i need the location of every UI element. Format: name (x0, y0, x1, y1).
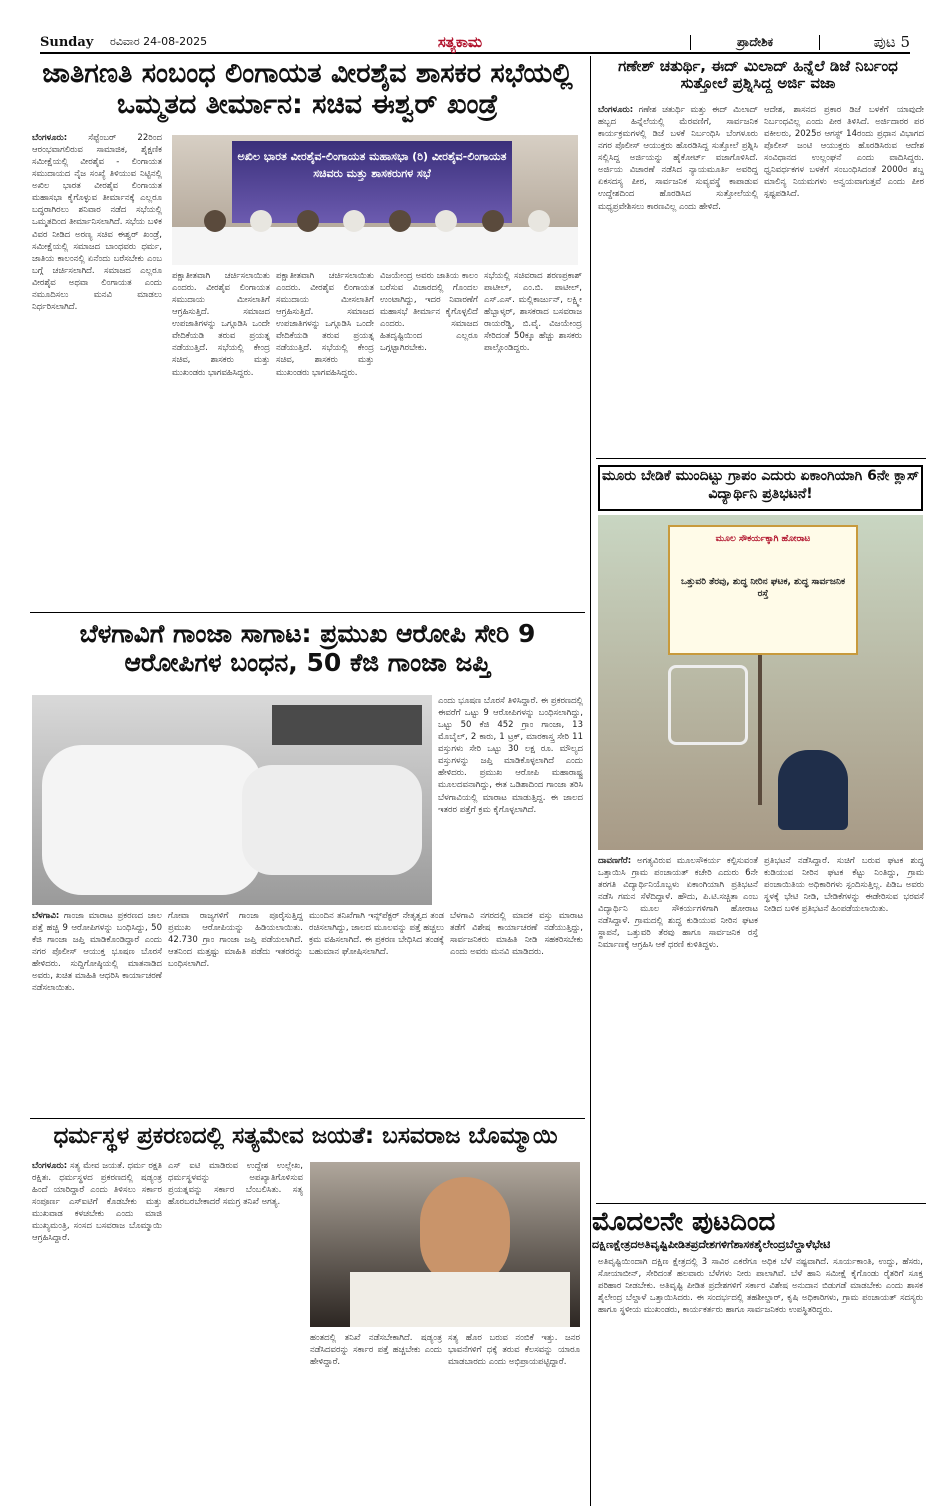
story5-col4: ಸತ್ಯ ಹೊರ ಬರುವ ನಂಬಿಕೆ ಇತ್ತು. ಜನರ ಭಾವನೆಗಳಿಗೆ ಧಕ್ಕೆ ತರುವ ಕೆಲಸವನ್ನು ಯಾರೂ ಮಾಡಬಾರದು ಎಂದು ಅಭಿಪ್ರಾಯಪಟ್ಟಿದ್ದಾರೆ. (448, 1333, 580, 1368)
story4-col1-text: ಗಾಂಜಾ ಮಾರಾಟ ಪ್ರಕರಣದ ಜಾಲ ಪತ್ತೆ ಹಚ್ಚಿ 9 ಆರೋಪಿಗಳನ್ನು ಬಂಧಿಸಿದ್ದು, 50 ಕೆಜಿ ಗಾಂಜಾ ಜಪ್ತಿ ಮಾಡಿಕೊಂಡಿದ್ದಾರೆ ಎಂದು ನಗರ ಪೊಲೀಸ್ ಆಯುಕ್ತ ಭೂಷಣ ಬೊರಸೆ ಹೇಳಿದರು. ಸುದ್ದಿಗೋಷ್ಠಿಯಲ್ಲಿ ಮಾತನಾಡಿದ ಅವರು, ಖಚಿತ ಮಾಹಿತಿ ಆಧರಿಸಿ ಕಾರ್ಯಾಚರಣೆ ನಡೆಸಲಾಯಿತು. (32, 911, 162, 994)
brand-logo: ಸತ್ಯಕಾಮ (437, 33, 483, 51)
day-label: Sunday (40, 34, 94, 50)
story3-col1-text: ಅಗತ್ಯವಿರುವ ಮೂಲಸೌಕರ್ಯ ಕಲ್ಪಿಸುವಂತೆ ಒತ್ತಾಯಿಸಿ ಗ್ರಾಮ ಪಂಚಾಯತ್ ಕಚೇರಿ ಎದುರು 6ನೇ ತರಗತಿ ವಿದ್ಯಾರ್ಥಿನಿಯೊಬ್ಬಳು ಏಕಾಂಗಿಯಾಗಿ ಪ್ರತಿಭಟನೆ ನಡೆಸಿ ಗಮನ ಸೆಳೆದಿದ್ದಾಳೆ. ಹೌದು, ಪಿ.ಟಿ.ಸಚ್ಚಿತಾ ಎಂಬ ವಿದ್ಯಾರ್ಥಿನಿ ಮೂಲ ಸೌಕರ್ಯಗಳಿಗಾಗಿ ಹೋರಾಟ ನಡೆಸಿದ್ದಾಳೆ. ಗ್ರಾಮದಲ್ಲಿ ಶುದ್ಧ ಕುಡಿಯುವ ನೀರಿನ ಘಟಕ ಸ್ಥಾಪನೆ, ಒತ್ತುವರಿ ತೆರವು ಹಾಗೂ ಸಾರ್ವಜನಿಕ ರಸ್ತೆ ನಿರ್ಮಾಣಕ್ಕೆ ಆಗ್ರಹಿಸಿ ಆಕೆ ಧರಣಿ ಕುಳಿತಿದ್ದಳು. (598, 856, 758, 951)
story4-dateline: ಬೆಳಗಾವಿ: (32, 911, 60, 921)
divider (596, 1203, 926, 1204)
story4-photo (32, 695, 432, 905)
story5-col3: ಹಂತದಲ್ಲಿ ತನಿಖೆ ನಡೆಸಬೇಕಾಗಿದೆ. ಷಡ್ಯಂತ್ರ ನಡೆಸಿದವರನ್ನು ಸರ್ಕಾರ ಪತ್ತೆ ಹಚ್ಚಬೇಕು ಎಂದು ಹೇಳಿದ್ದಾರೆ. (310, 1333, 442, 1368)
story5-col2: ಎಸ್ ಐಟಿ ಮಾಡಿರುವ ಉದ್ದೇಶ ಉಲ್ಲೇಖ, ಧರ್ಮಸ್ಥಳವನ್ನು ಅಪಖ್ಯಾತಿಗೊಳಿಸುವ ಪ್ರಯತ್ನವನ್ನು ಸರ್ಕಾರ ಬೆಂಬಲಿಸಿತು. ಸತ್ಯ ಹೊರಬರಬೇಕಾದರೆ ಸಮಗ್ರ ತನಿಖೆ ಅಗತ್ಯ. (168, 1161, 303, 1208)
section-head: ಮೊದಲನೇ ಪುಟದಿಂದ (592, 1207, 776, 1237)
story3-col1 (598, 855, 758, 1200)
story4-col2: ಗೋವಾ ರಾಜ್ಯಗಳಿಗೆ ಗಾಂಜಾ ಪೂರೈಸುತ್ತಿದ್ದ ಪ್ರಮುಖ ಆರೋಪಿಯನ್ನು ಹಿಡಿಯಲಾಯಿತು. 42.730 ಗ್ರಾಂ ಗಾಂಜಾ ಜಪ್ತಿ ಪಡೆಯಲಾಗಿದೆ. ಆತನಿಂದ ಮತ್ತಷ್ಟು ಮಾಹಿತಿ ಪಡೆದು ಇತರರನ್ನು ಬಂಧಿಸಲಾಗಿದೆ. (168, 911, 303, 970)
officers (272, 705, 422, 745)
seized-bundle (242, 765, 422, 875)
stage-banner-text: ಅಖಿಲ ಭಾರತ ವೀರಶೈವ-ಲಿಂಗಾಯತ ಮಹಾಸಭಾ (ರಿ) ವೀರಶೈವ-ಲಿಂಗಾಯತ ಸಚಿವರು ಮತ್ತು ಶಾಸಕರುಗಳ ಸಭೆ (237, 150, 507, 180)
date-label: ರವಿವಾರ 24-08-2025 (110, 35, 208, 48)
story1-col2: ಪಕ್ಷಾತೀತವಾಗಿ ಚರ್ಚಿಸಲಾಯಿತು ಎಂದರು. ವೀರಶೈವ ಲಿಂಗಾಯತ ಸಮುದಾಯ ಮೀಸಲಾತಿಗೆ ಆಗ್ರಹಿಸುತ್ತಿದೆ. ಸಮಾಜದ ಉಪಜಾತಿಗಳನ್ನು ಒಗ್ಗೂಡಿಸಿ ಒಂದೇ ವೇದಿಕೆಯಡಿ ತರುವ ಪ್ರಯತ್ನ ನಡೆಯುತ್ತಿದೆ. ಸಭೆಯಲ್ಲಿ ಕೇಂದ್ರ ಸಚಿವ, ಶಾಸಕರು ಮತ್ತು ಮುಖಂಡರು ಭಾಗವಹಿಸಿದ್ದರು. (172, 271, 270, 378)
story2-col1 (598, 104, 758, 454)
story5-dateline: ಬೆಂಗಳೂರು: (32, 1161, 68, 1171)
story6-subhead: ದಕ್ಷಿಣಕ್ಷೇತ್ರದಅತಿವೃಷ್ಟಿಪೀಡಿತಪ್ರದೇಶಗಳಿಗೆಶಾಸಕಶೈಲೇಂದ್ರಬೆಲ್ದಾಳೆಭೇಟಿ (592, 1238, 831, 1251)
masthead (40, 32, 910, 54)
divider (30, 1118, 585, 1119)
protest-sign (668, 525, 858, 655)
story2-col1-text: ಗಣೇಶ ಚತುರ್ಥಿ ಮತ್ತು ಈದ್ ಮಿಲಾದ್ ಹಬ್ಬದ ಹಿನ್ನೆಲೆಯಲ್ಲಿ ಮೆರವಣಿಗೆ, ಸಾರ್ವಜನಿಕ ಕಾರ್ಯಕ್ರಮಗಳಲ್ಲಿ ಡಿಜೆ ಬಳಕೆ ನಿರ್ಬಂಧಿಸಿ ಬೆಂಗಳೂರು ನಗರ ಪೊಲೀಸ್ ಆಯುಕ್ತರು ಹೊರಡಿಸಿದ್ದ ಸುತ್ತೋಲೆ ಪ್ರಶ್ನಿಸಿ ಸಲ್ಲಿಸಿದ್ದ ಅರ್ಜಿಯನ್ನು ಹೈಕೋರ್ಟ್ ವಜಾಗೊಳಿಸಿದೆ. ಅರ್ಜಿಯ ವಿಚಾರಣೆ ನಡೆಸಿದ ನ್ಯಾಯಮೂರ್ತಿ ಅವರಿದ್ದ ಏಕಸದಸ್ಯ ಪೀಠ, ಸಾರ್ವಜನಿಕ ಸುವ್ಯವಸ್ಥೆ ಕಾಪಾಡುವ ಉದ್ದೇಶದಿಂದ ಹೊರಡಿಸಿದ ಸುತ್ತೋಲೆಯಲ್ಲಿ ಮಧ್ಯಪ್ರವೇಶಿಸಲು ಕಾರಣವಿಲ್ಲ ಎಂದು ಹೇಳಿದೆ. (598, 105, 758, 212)
page-number: ಪುಟ 5 (873, 33, 910, 51)
divider (596, 458, 926, 459)
story4-col4: ಬೆಳಗಾವಿ ನಗರದಲ್ಲಿ ಮಾದಕ ವಸ್ತು ಮಾರಾಟ ತಡೆಗೆ ವಿಶೇಷ ಕಾರ್ಯಾಚರಣೆ ನಡೆಯುತ್ತಿದ್ದು, ಸಾರ್ವಜನಿಕರು ಮಾಹಿತಿ ನೀಡಿ ಸಹಕರಿಸಬೇಕು ಎಂದು ಅವರು ಮನವಿ ಮಾಡಿದರು. (450, 911, 583, 958)
seized-bundle (42, 745, 262, 895)
protest-sign-main: ಒತ್ತುವರಿ ತೆರವು, ಶುದ್ಧ ನೀರಿನ ಘಟಕ, ಶುದ್ಧ ಸಾರ್ವಜನಿಕ ರಸ್ತೆ (680, 576, 846, 600)
story5-col1 (32, 1160, 162, 1500)
column-divider (590, 56, 591, 1506)
story1-col1-text: ಸೆಪ್ಟೆಂಬರ್ 22ರಿಂದ ಆರಂಭವಾಗಲಿರುವ ಸಾಮಾಜಿಕ, ಶೈಕ್ಷಣಿಕ ಸಮೀಕ್ಷೆಯಲ್ಲಿ ವೀರಶೈವ - ಲಿಂಗಾಯತ ಸಮುದಾಯದ ನೈಜ ಸಂಖ್ಯೆ ತಿಳಿಯುವ ನಿಟ್ಟಿನಲ್ಲಿ ಅಖಿಲ ಭಾರತ ವೀರಶೈವ ಲಿಂಗಾಯತ ಮಹಾಸಭಾ ಕೈಗೊಳ್ಳುವ ತೀರ್ಮಾನಕ್ಕೆ ಎಲ್ಲರೂ ಬದ್ಧರಾಗಿರಲು ಶನಿವಾರ ನಡೆದ ಸಭೆಯಲ್ಲಿ ಒಮ್ಮತದಿಂದ ತೀರ್ಮಾನಿಸಲಾಗಿದೆ. ಸಭೆಯ ಬಳಿಕ ವಿವರ ನೀಡಿದ ಅರಣ್ಯ ಸಚಿವ ಈಶ್ವರ್ ಖಂಡ್ರೆ, ಸಮೀಕ್ಷೆಯಲ್ಲಿ ಸಮಾಜದ ಬಾಂಧವರು ಧರ್ಮ, ಜಾತಿಯ ಕಾಲಂನಲ್ಲಿ ಏನೆಂದು ಬರೆಸಬೇಕು ಎಂಬ ಬಗ್ಗೆ ಚರ್ಚಿಸಲಾಗಿದೆ. ಸಮಾಜದ ಎಲ್ಲರೂ ವೀರಶೈವ ಅಥವಾ ಲಿಂಗಾಯತ ಎಂದು ನಮೂದಿಸಲು ಮನವಿ ಮಾಡಲು ನಿರ್ಧರಿಸಲಾಗಿದೆ. (32, 133, 162, 312)
seated-people (192, 210, 562, 232)
story3-dateline: ದಾವಣಗೆರೆ: (598, 856, 632, 866)
dais-table (172, 227, 578, 265)
story1-headline: ಜಾತಿಗಣತಿ ಸಂಬಂಧ ಲಿಂಗಾಯತ ವೀರಶೈವ ಶಾಸಕರ ಸಭೆಯಲ್ಲಿ ಒಮ್ಮತದ ತೀರ್ಮಾನ: ಸಚಿವ ಈಶ್ವರ್ ಖಂಡ್ರೆ (42, 58, 573, 121)
story4-col3: ಮುಂದಿನ ತನಿಖೆಗಾಗಿ ಇನ್ಸ್‌ಪೆಕ್ಟರ್ ನೇತೃತ್ವದ ತಂಡ ರಚಿಸಲಾಗಿದ್ದು, ಜಾಲದ ಮೂಲವನ್ನು ಪತ್ತೆ ಹಚ್ಚಲು ಕ್ರಮ ವಹಿಸಲಾಗಿದೆ. ಈ ಪ್ರಕರಣ ಬೇಧಿಸಿದ ತಂಡಕ್ಕೆ ಬಹುಮಾನ ಘೋಷಿಸಲಾಗಿದೆ. (309, 911, 444, 958)
story4-col1 (32, 910, 162, 1115)
story3-photo (598, 515, 923, 850)
protest-sign-top: ಮೂಲ ಸೌಕರ್ಯಕ್ಕಾಗಿ ಹೋರಾಟ (715, 534, 811, 544)
plastic-chair (668, 665, 748, 745)
story5-photo (310, 1162, 580, 1327)
story3-col2: ಪ್ರತಿಭಟನೆ ನಡೆಸಿದ್ದಾರೆ. ಸುಚಿಗೆ ಬರುವ ಘಟಕ ಶುದ್ಧ ಕುಡಿಯುವ ನೀರಿನ ಘಟಕ ಕೆಟ್ಟು ನಿಂತಿದ್ದು, ಗ್ರಾಮ ಪಂಚಾಯಿತಿಯ ಅಧಿಕಾರಿಗಳು ಸ್ಪಂದಿಸುತ್ತಿಲ್ಲ. ಪಿಡಿಒ ಅವರು ಸ್ಥಳಕ್ಕೆ ಭೇಟಿ ನೀಡಿ, ಬೇಡಿಕೆಗಳನ್ನು ಈಡೇರಿಸುವ ಭರವಸೆ ನೀಡಿದ ಬಳಿಕ ಪ್ರತಿಭಟನೆ ಹಿಂಪಡೆಯಲಾಯಿತು. (764, 856, 924, 915)
story5-col1-text: ಸತ್ಯ ಮೇವ ಜಯತೆ. ಧರ್ಮ ರಕ್ಷತಿ ರಕ್ಷಿತಃ. ಧರ್ಮಸ್ಥಳದ ಪ್ರಕರಣದಲ್ಲಿ ಷಡ್ಯಂತ್ರ ಹಿಂದೆ ಯಾರಿದ್ದಾರೆ ಎಂದು ತಿಳಿಸಲು ಸರ್ಕಾರ ಸಂಪೂರ್ಣ ಎಸ್‌ಐಟಿಗೆ ಕೊಡಬೇಕು ಮತ್ತು ಮುಖವಾಡ ಕಳಚಬೇಕು ಎಂದು ಮಾಜಿ ಮುಖ್ಯಮಂತ್ರಿ, ಸಂಸದ ಬಸವರಾಜ ಬೊಮ್ಮಾಯಿ ಆಗ್ರಹಿಸಿದ್ದಾರೆ. (32, 1161, 162, 1244)
sign-pole (758, 655, 762, 805)
divider (30, 612, 585, 613)
story6-body: ಅತಿವೃಷ್ಟಿಯಿಂದಾಗಿ ದಕ್ಷಿಣ ಕ್ಷೇತ್ರದಲ್ಲಿ 3 ಸಾವಿರ ಎಕರೆಗೂ ಅಧಿಕ ಬೆಳೆ ನಷ್ಟವಾಗಿದೆ. ಸೂರ್ಯಕಾಂತಿ, ಉದ್ದು, ಹೆಸರು, ಸೋಯಾಬೀನ್, ಸೇರಿದಂತೆ ಹಲವಾರು ಬೆಳೆಗಳು ನೀರು ಪಾಲಾಗಿವೆ. ಬೆಳೆ ಹಾನಿ ಸಮೀಕ್ಷೆ ಕೈಗೊಂಡು ರೈತರಿಗೆ ಸೂಕ್ತ ಪರಿಹಾರ ನೀಡಬೇಕು. ಅತಿವೃಷ್ಟಿ ಪೀಡಿತ ಪ್ರದೇಶಗಳಿಗೆ ಸರ್ಕಾರ ವಿಶೇಷ ಅನುದಾನ ಬಿಡುಗಡೆ ಮಾಡಬೇಕು ಎಂದು ಶಾಸಕ ಶೈಲೇಂದ್ರ ಬೆಲ್ದಾಳೆ ಒತ್ತಾಯಿಸಿದರು. ಈ ಸಂದರ್ಭದಲ್ಲಿ ತಹಶೀಲ್ದಾರ್, ಕೃಷಿ ಅಧಿಕಾರಿಗಳು, ಗ್ರಾಮ ಪಂಚಾಯತ್ ಸದಸ್ಯರು ಹಾಗೂ ಸ್ಥಳೀಯ ಮುಖಂಡರು, ಕಾರ್ಯಕರ್ತರು ಹಾಗೂ ಸಾರ್ವಜನಿಕರು ಉಪಸ್ಥಿತರಿದ್ದರು. (598, 1257, 923, 1316)
student-figure (778, 750, 848, 830)
story2-col2: ಆದೇಶ, ಶಾಸನದ ಪ್ರಕಾರ ಡಿಜೆ ಬಳಕೆಗೆ ಯಾವುದೇ ನಿರ್ಬಂಧವಿಲ್ಲ ಎಂದು ಪೀಠ ತಿಳಿಸಿದೆ. ಅರ್ಜಿದಾರರ ಪರ ವಕೀಲರು, 2025ರ ಆಗಸ್ಟ್ 14ರಂದು ಪ್ರಧಾನ ವಿಭಾಗದ ಪೊಲೀಸ್ ಜಂಟಿ ಆಯುಕ್ತರು ಹೊರಡಿಸಿರುವ ಆದೇಶ ಸಂವಿಧಾನದ ಉಲ್ಲಂಘನೆ ಎಂದು ವಾದಿಸಿದ್ದರು. ಧ್ವನಿವರ್ಧಕಗಳ ಬಳಕೆಗೆ ಸಂಬಂಧಿಸಿದಂತೆ 2000ರ ಶಬ್ದ ಮಾಲಿನ್ಯ ನಿಯಮಗಳು ಅನ್ವಯವಾಗುತ್ತವೆ ಎಂದು ಪೀಠ ಸ್ಪಷ್ಟಪಡಿಸಿದೆ. (764, 105, 924, 200)
story1-photo (172, 135, 578, 265)
story1-dateline: ಬೆಂಗಳೂರು: (32, 133, 68, 143)
speaker-face (420, 1177, 510, 1287)
story5-headline: ಧರ್ಮಸ್ಥಳ ಪ್ರಕರಣದಲ್ಲಿ ಸತ್ಯಮೇವ ಜಯತೆ: ಬಸವರಾಜ ಬೊಮ್ಮಾಯಿ (53, 1123, 558, 1149)
story4-headline: ಬೆಳಗಾವಿಗೆ ಗಾಂಜಾ ಸಾಗಾಟ: ಪ್ರಮುಖ ಆರೋಪಿ ಸೇರಿ 9 ಆರೋಪಿಗಳ ಬಂಧನ, 50 ಕೆಜಿ ಗಾಂಜಾ ಜಪ್ತಿ (79, 619, 536, 677)
story4-col-right: ಎಂದು ಭೂಷಣ ಬೊರಸೆ ತಿಳಿಸಿದ್ದಾರೆ. ಈ ಪ್ರಕರಣದಲ್ಲಿ ಈವರೆಗೆ ಒಟ್ಟು 9 ಆರೋಪಿಗಳನ್ನು ಬಂಧಿಸಲಾಗಿದ್ದು, ಒಟ್ಟು 50 ಕೆಜಿ 452 ಗ್ರಾಂ ಗಾಂಜಾ, 13 ಮೊಬೈಲ್, 2 ಕಾರು, 1 ಟ್ರಕ್, ಮಾರಕಾಸ್ತ್ರ ಸೇರಿ 11 ವಸ್ತುಗಳು ಸೇರಿ ಒಟ್ಟು 30 ಲಕ್ಷ ರೂ. ಮೌಲ್ಯದ ವಸ್ತುಗಳನ್ನು ಜಪ್ತಿ ಮಾಡಿಕೊಳ್ಳಲಾಗಿದೆ ಎಂದು ಹೇಳಿದರು. ಪ್ರಮುಖ ಆರೋಪಿ ಮಹಾರಾಷ್ಟ್ರ ಮೂಲದವನಾಗಿದ್ದು, ಈತ ಒಡಿಶಾದಿಂದ ಗಾಂಜಾ ತರಿಸಿ ಬೆಳಗಾವಿಯಲ್ಲಿ ಮಾರಾಟ ಮಾಡುತ್ತಿದ್ದ. ಈ ಜಾಲದ ಇತರರ ಪತ್ತೆಗೆ ಕ್ರಮ ಕೈಗೊಳ್ಳಲಾಗಿದೆ. (438, 696, 583, 815)
story1-col1 (32, 132, 162, 602)
section-label: ಪ್ರಾದೇಶಿಕ (690, 35, 820, 50)
speaker-shirt (350, 1272, 570, 1327)
story3-headline: ಮೂರು ಬೇಡಿಕೆ ಮುಂದಿಟ್ಟು ಗ್ರಾಪಂ ಎದುರು ಏಕಾಂಗಿಯಾಗಿ 6ನೇ ಕ್ಲಾಸ್ ವಿದ್ಯಾರ್ಥಿನಿ ಪ್ರತಿಭಟನೆ! (598, 465, 923, 511)
story2-headline: ಗಣೇಶ್ ಚತುರ್ಥಿ, ಈದ್ ಮಿಲಾದ್ ಹಿನ್ನೆಲೆ ಡಿಜೆ ನಿರ್ಬಂಧ ಸುತ್ತೋಲೆ ಪ್ರಶ್ನಿಸಿದ್ದ ಅರ್ಜಿ ವಜಾ (618, 57, 898, 93)
story1-col4: ಸಭೆಯಲ್ಲಿ ಸಚಿವರಾದ ಶರಣಪ್ರಕಾಶ್ ಪಾಟೀಲ್, ಎಂ.ಬಿ. ಪಾಟೀಲ್, ಎಸ್.ಎಸ್. ಮಲ್ಲಿಕಾರ್ಜುನ್, ಲಕ್ಷ್ಮೀ ಹೆಬ್ಬಾಳ್ಕರ್, ಶಾಸಕರಾದ ಬಸವರಾಜ ರಾಯರೆಡ್ಡಿ, ಬಿ.ವೈ. ವಿಜಯೇಂದ್ರ ಸೇರಿದಂತೆ 50ಕ್ಕೂ ಹೆಚ್ಚು ಶಾಸಕರು ಪಾಲ್ಗೊಂಡಿದ್ದರು. (484, 271, 582, 354)
story1-col3: ವಿಜಯೇಂದ್ರ ಅವರು ಜಾತಿಯ ಕಾಲಂ ಬರೆಸುವ ವಿಚಾರದಲ್ಲಿ ಗೊಂದಲ ಉಂಟಾಗಿದ್ದು, ಇದರ ನಿವಾರಣೆಗೆ ಮಹಾಸಭೆ ತೀರ್ಮಾನ ಕೈಗೊಳ್ಳಲಿದೆ ಎಂದರು. ಸಮಾಜದ ಹಿತದೃಷ್ಟಿಯಿಂದ ಎಲ್ಲರೂ ಒಗ್ಗಟ್ಟಾಗಿರಬೇಕು. (380, 271, 478, 354)
story1-col2b: ಪಕ್ಷಾತೀತವಾಗಿ ಚರ್ಚಿಸಲಾಯಿತು ಎಂದರು. ವೀರಶೈವ ಲಿಂಗಾಯತ ಸಮುದಾಯ ಮೀಸಲಾತಿಗೆ ಆಗ್ರಹಿಸುತ್ತಿದೆ. ಸಮಾಜದ ಉಪಜಾತಿಗಳನ್ನು ಒಗ್ಗೂಡಿಸಿ ಒಂದೇ ವೇದಿಕೆಯಡಿ ತರುವ ಪ್ರಯತ್ನ ನಡೆಯುತ್ತಿದೆ. ಸಭೆಯಲ್ಲಿ ಕೇಂದ್ರ ಸಚಿವ, ಶಾಸಕರು ಮತ್ತು ಮುಖಂಡರು ಭಾಗವಹಿಸಿದ್ದರು. (276, 271, 374, 378)
story2-dateline: ಬೆಂಗಳೂರು: (598, 105, 634, 115)
